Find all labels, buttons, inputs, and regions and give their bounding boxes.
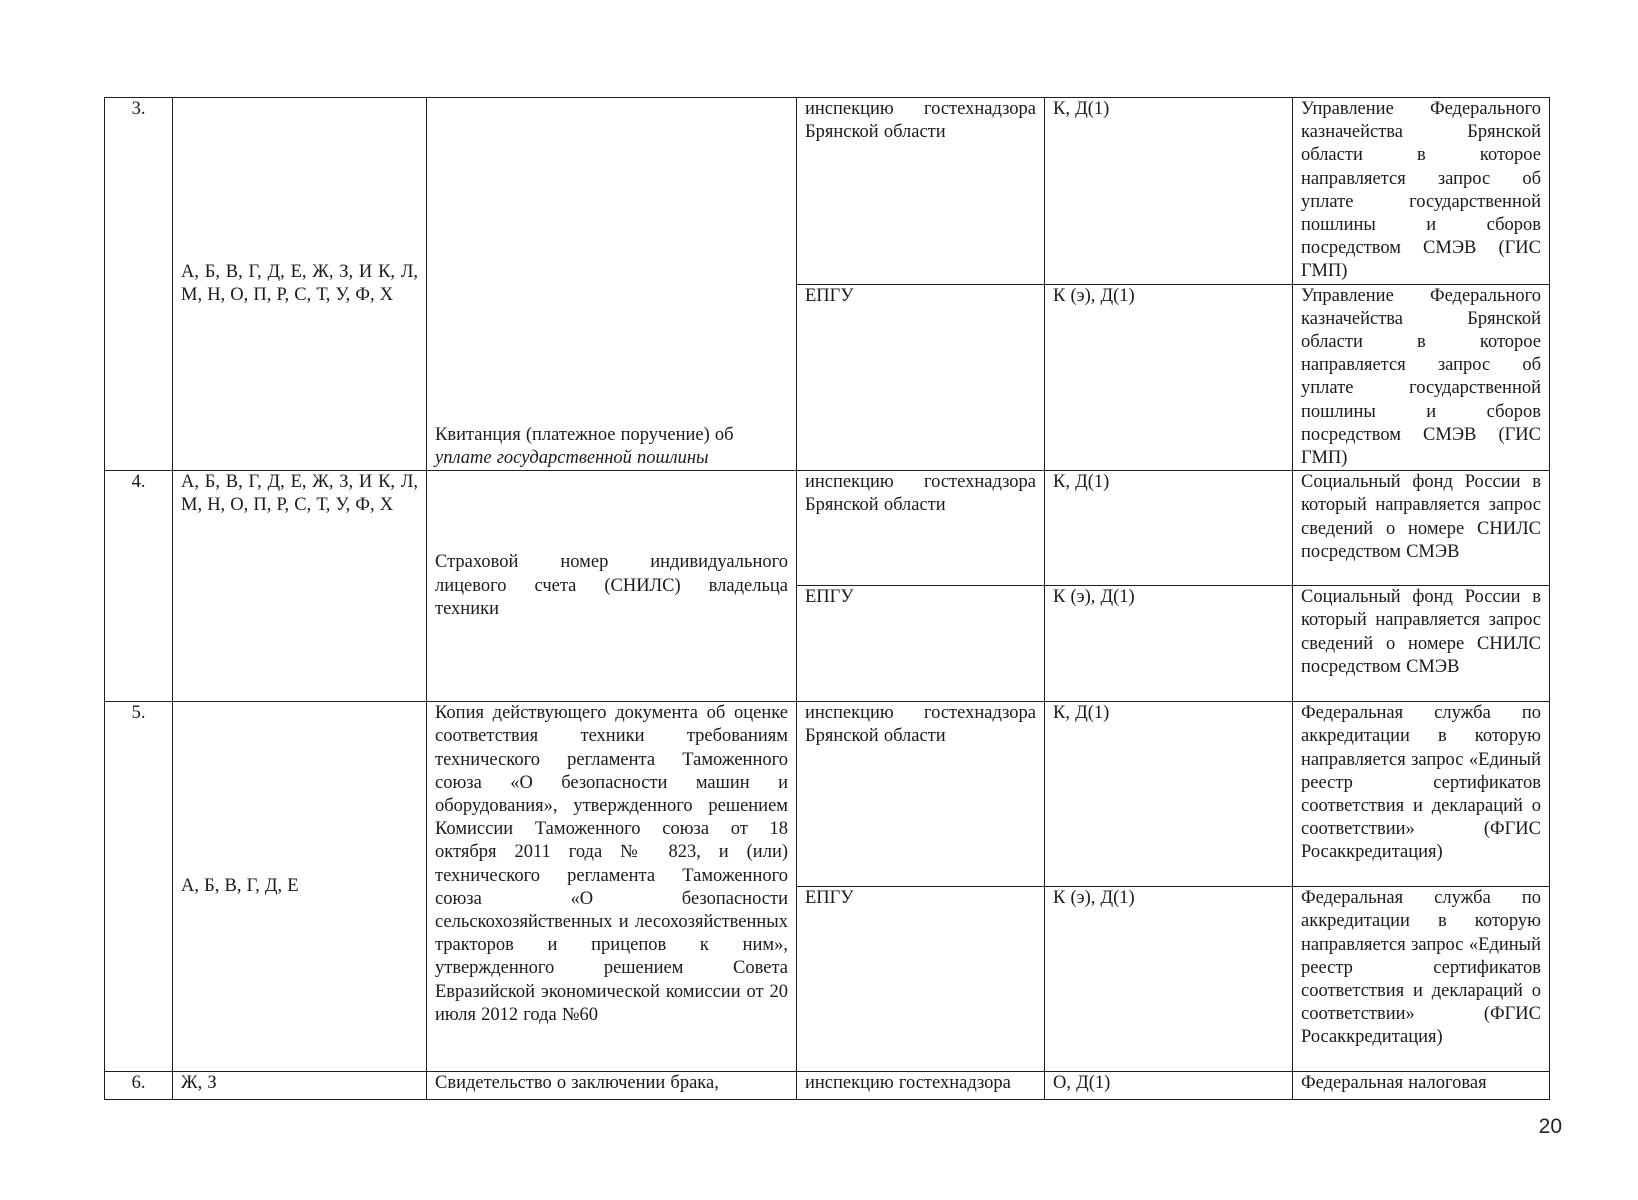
codes-cell: К, Д(1) (1045, 471, 1293, 586)
authority-cell: Управление Федерального казначейства Брянской области в которое направляется запрос об уплате государственной пошлины и сборов посредством СМЭВ (ГИС ГМП) (1293, 98, 1550, 285)
page-number: 20 (1538, 1115, 1562, 1138)
authority-cell: Федеральная налоговая (1293, 1072, 1550, 1100)
document-cell: Копия действующего документа об оценке соответствия техники требованиям технического регламента Таможенного союза «О безопасности машин и оборудования», утвержденного решением Комиссии Таможенного союза от 18 октября 2011 года № 823, и (или) технического регламента Таможенного союза «О безопасности сельскохозяйственных и лесохозяйственных тракторов и прицепов к ним», утвержденного решением Совета Евразийской экономической комиссии от 20 июля 2012 года №60 (427, 702, 797, 1072)
authority-cell: Управление Федерального казначейства Брянской области в которое направляется запрос об уплате государственной пошлины и сборов посредством СМЭВ (ГИС ГМП) (1293, 284, 1550, 471)
categories-cell: Ж, З (173, 1072, 427, 1100)
document-table (104, 97, 1550, 1100)
codes-cell: К (э), Д(1) (1045, 586, 1293, 702)
document-line-1: Квитанция (платежное поручение) об (435, 424, 734, 445)
categories-cell: А, Б, В, Г, Д, Е (173, 702, 427, 1072)
authority-cell: Социальный фонд России в который направляется запрос сведений о номере СНИЛС посредством СМЭВ (1293, 471, 1550, 586)
document-cell: Страховой номер индивидуального лицевого счета (СНИЛС) владельца техники (427, 471, 797, 702)
authority-cell: Федеральная служба по аккредитации в которую направляется запрос «Единый реестр сертификатов соответствия и деклараций о соответствии» (ФГИС Росаккредитация) (1293, 887, 1550, 1072)
authority-cell: Социальный фонд России в который направляется запрос сведений о номере СНИЛС посредством СМЭВ (1293, 586, 1550, 702)
table-row (105, 702, 1550, 887)
table-row (105, 98, 1550, 285)
table-row (105, 471, 1550, 586)
codes-cell: О, Д(1) (1045, 1072, 1293, 1100)
categories-cell: А, Б, В, Г, Д, Е, Ж, З, И К, Л, М, Н, О, П, Р, С, Т, У, Ф, Х (173, 471, 427, 702)
row-number: 3. (105, 98, 173, 471)
row-number: 5. (105, 702, 173, 1072)
row-number: 6. (105, 1072, 173, 1100)
authority-cell: Федеральная служба по аккредитации в которую направляется запрос «Единый реестр сертификатов соответствия и деклараций о соответствии» (ФГИС Росаккредитация) (1293, 702, 1550, 887)
submission-place-cell: ЕПГУ (797, 887, 1045, 1072)
document-line-2: уплате государственной пошлины (435, 448, 709, 469)
table-row (105, 1072, 1550, 1100)
submission-place-cell: инспекцию гостехнадзора Брянской области (797, 98, 1045, 285)
row-number: 4. (105, 471, 173, 702)
codes-cell: К, Д(1) (1045, 702, 1293, 887)
document-cell: Свидетельство о заключении брака, (427, 1072, 797, 1100)
codes-cell: К (э), Д(1) (1045, 284, 1293, 471)
codes-cell: К (э), Д(1) (1045, 887, 1293, 1072)
categories-cell: А, Б, В, Г, Д, Е, Ж, З, И К, Л, М, Н, О, П, Р, С, Т, У, Ф, Х (173, 98, 427, 471)
submission-place-cell: инспекцию гостехнадзора (797, 1072, 1045, 1100)
submission-place-cell: инспекцию гостехнадзора Брянской области (797, 702, 1045, 887)
submission-place-cell: ЕПГУ (797, 586, 1045, 702)
submission-place-cell: ЕПГУ (797, 284, 1045, 471)
document-cell (427, 98, 797, 471)
submission-place-cell: инспекцию гостехнадзора Брянской области (797, 471, 1045, 586)
codes-cell: К, Д(1) (1045, 98, 1293, 285)
